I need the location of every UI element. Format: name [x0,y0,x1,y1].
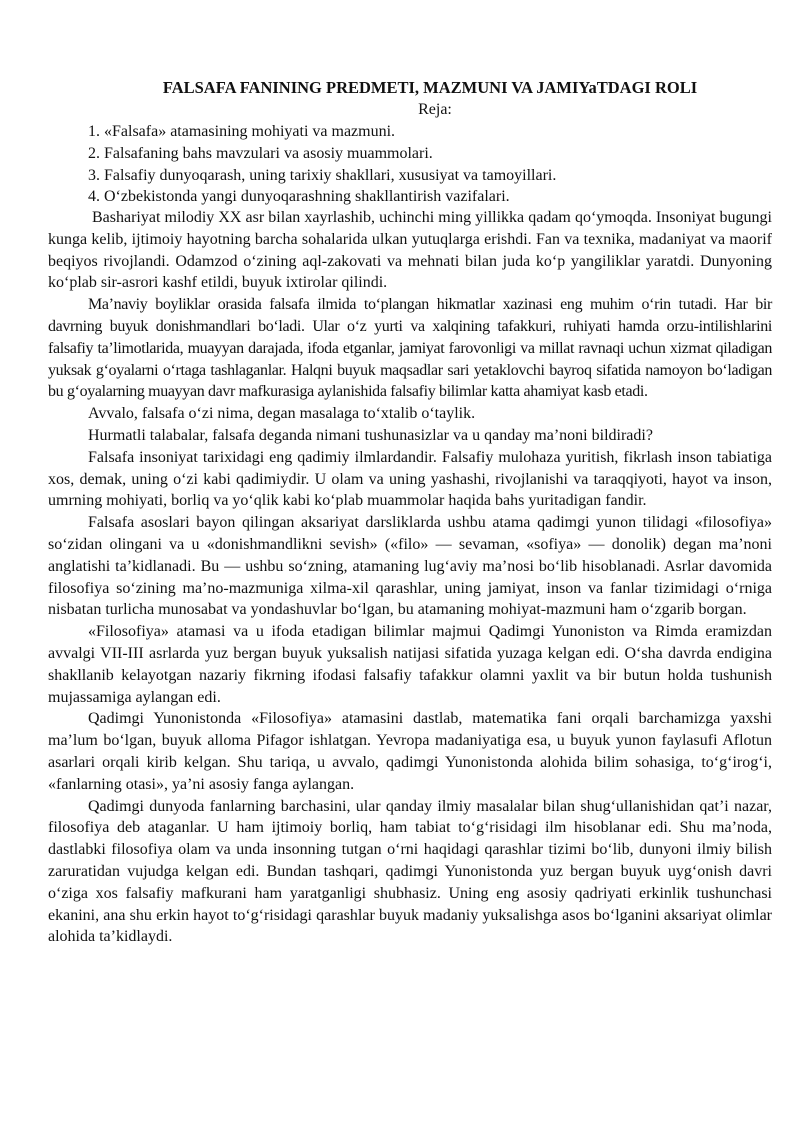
plan-item: 4. O‘zbekistonda yangi dunyoqarashning shakllantirish vazifalari. [88,188,510,206]
plan-item: 3. Falsafiy dunyoqarash, uning tarixiy shakllari, xususiyat va tamoyillari. [88,166,557,184]
paragraph: Qadimgi Yunonistonda «Filosofiya» atamasini dastlab, matematika fani orqali barchamizga yaxshi ma’lum bo‘lgan, buyuk alloma Pifagor ishlatgan. Yevropa madaniyatiga esa, u buyuk yunon faylasufi Aflotun asarlari orqali kirib kelgan. Shu tariqa, u avvalo, qadimgi Yunonistonda alohida bilim sohasiga, to‘g‘irog‘i, «fanlarning otasi», ya’ni asosiy fanga aylangan. [48,710,772,793]
plan-item: 1. «Falsafa» atamasining mohiyati va mazmuni. [88,123,396,140]
paragraph: Falsafa asoslari bayon qilingan aksariyat darsliklarda ushbu atama qadimgi yunon tilidagi «filosofiya» so‘zidan olingani va u «donishmandlikni sevish» («filo» — sevaman, «sofiya» — donolik) degan ma’noni anglatishi ta’kidlanadi. Bu — ushbu so‘zning, atamaning lug‘aviy ma’nosi bo‘lib hisoblanadi. Asrlar davomida filosofiya so‘zining ma’no-mazmuniga xilma-xil qarashlar, uning jamiyat, inson va fanlar tizimidagi o‘rniga nisbatan turlicha munosabat va yondashuvlar bo‘lgan, bu atamaning mohiyat-mazmuni ham o‘zgarib borgan. [48,514,772,619]
plan-list [88,121,556,208]
paragraph: Avvalo, falsafa o‘zi nima, degan masalaga to‘xtalib o‘taylik. [88,405,476,423]
paragraph: Falsafa insoniyat tarixidagi eng qadimiy ilmlardandir. Falsafiy mulohaza yuritish, fikrlash inson tabiatiga xos, demak, uning o‘zi kabi qadimiydir. U olam va uning yashashi, rivojlanishi va taraqqiyoti, hayot va inson, umrning mohiyati, borliq va yo‘qlik kabi ko‘plab muammolar haqida bahs yuritadigan fandir. [48,448,772,510]
plan-item: 2. Falsafaning bahs mavzulari va asosiy muammolari. [88,144,433,162]
paragraph: «Filosofiya» atamasi va u ifoda etadigan bilimlar majmui Qadimgi Yunoniston va Rimda eramizdan avvalgi VII-III asrlarda yuz bergan buyuk yuksalish natijasi sifatida yuzaga kelgan edi. O‘sha davrda endigina shakllanib kelayotgan nazariy fikrning ifodasi falsafiy tafakkur olamni yaxlit va bir butun holda tushunish mujassamiga aylangan edi. [48,623,772,706]
paragraph: Ma’naviy boyliklar orasida falsafa ilmida to‘plangan hikmatlar xazinasi eng muhim o‘rin tutadi. Har bir davrning buyuk donishmandlari bo‘ladi. Ular o‘z yurti va xalqining tafakkuri, ruhiyati hamda orzu-intilishlarini falsafiy ta’limotlarida, muayyan darajada, ifoda etganlar, jamiyat farovonligi va millat ravnaqi uchun xizmat qiladigan yuksak g‘oyalarni o‘rtaga tashlaganlar. Halqni buyuk maqsadlar sari yetaklovchi bayroq sifatida namoyon bo‘ladigan bu g‘oyalarning muayyan davr mafkurasiga aylanishida falsafiy bilimlar katta ahamiyat kasb etadi. [48,296,772,401]
paragraph: Bashariyat milodiy XX asr bilan xayrlashib, uchinchi ming yillikka qadam qo‘ymoqda. Insoniyat bugungi kunga kelib, ijtimoiy hayotning barcha sohalarida ulkan yutuqlarga erishdi. Fan va texnika, madaniyat va maorif beqiyos rivojlandi. Odamzod o‘zining aql-zakovati va mehnati bilan juda ko‘p yangiliklar yaratdi. Dunyoning ko‘plab sir-asrori kashf etildi, buyuk ixtirolar qilindi. [48,209,772,292]
document-body [48,207,772,948]
paragraph: Hurmatli talabalar, falsafa deganda nimani tushunasizlar va u qanday ma’noni bildiradi? [88,426,653,444]
paragraph: Qadimgi dunyoda fanlarning barchasini, ular qanday ilmiy masalalar bilan shug‘ullanishidan qat’i nazar, filosofiya deb ataganlar. U ham ijtimoiy borliq, ham tabiat to‘g‘risidagi ilm hisoblanar edi. Shu ma’noda, dastlabki filosofiya olam va unda insonning tutgan o‘rni haqidagi qarashlar tizimi bo‘lib, dunyoni ilmiy bilish zaruratidan vujudga kelgan edi. Bundan tashqari, qadimgi Yunonistonda yuz bergan buyuk uyg‘onish davri o‘ziga xos falsafiy mafkurani ham yaratganligi shubhasiz. Uning eng asosiy qadriyati erkinlik tushunchasi ekanini, ana shu erkin hayot to‘g‘risidagi qarashlar buyuk madaniy yuksalishga asos bo‘lganini aksariyat olimlar alohida ta’kidlaydi. [48,797,772,946]
document-title: FALSAFA FANINING PREDMETI, MAZMUNI VA JAMIYaTDAGI ROLI [162,78,698,97]
plan-heading: Reja: [418,101,452,118]
